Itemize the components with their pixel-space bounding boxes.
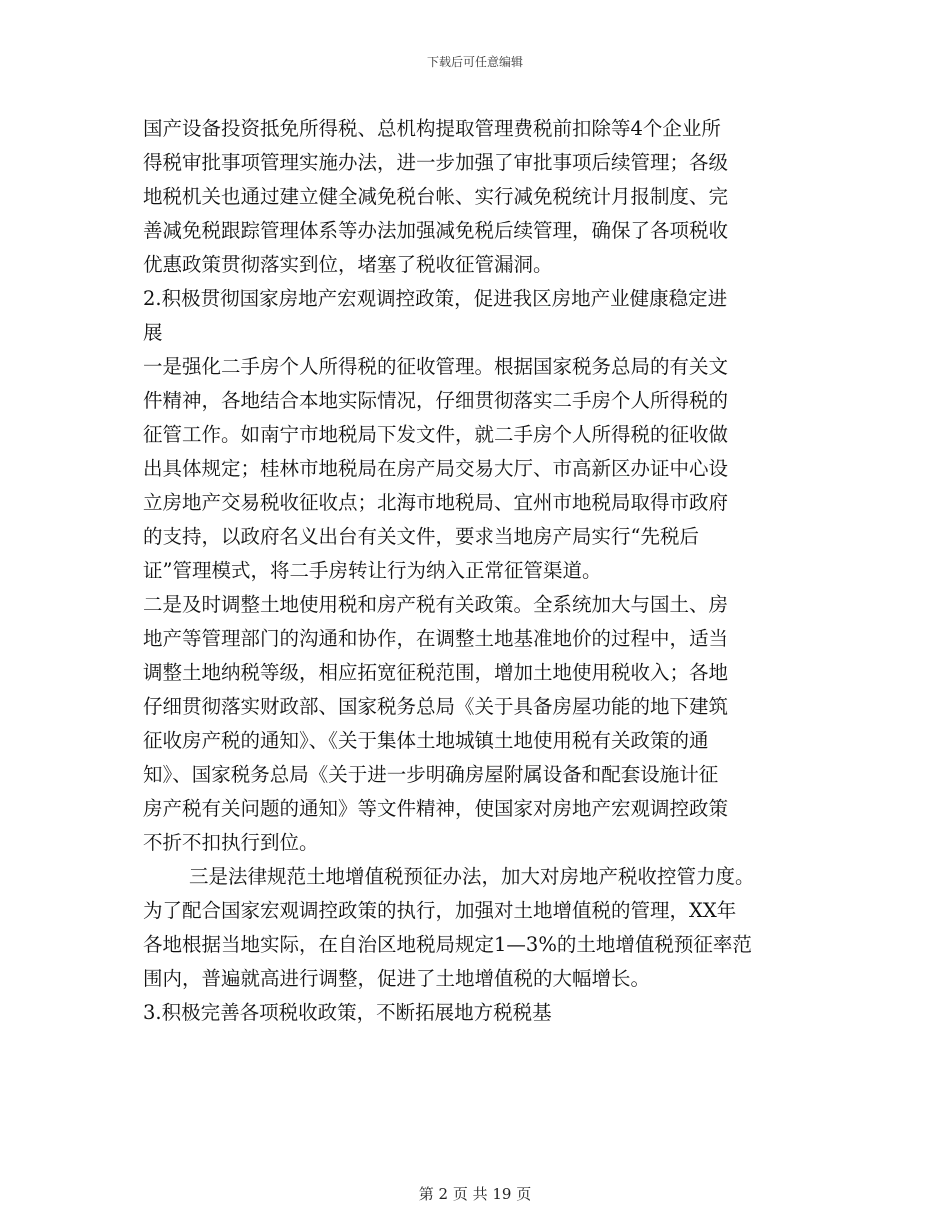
- section-heading: 3.积极完善各项税收政策，不断拓展地方税税基: [143, 1001, 552, 1024]
- text-line: 围内，普遍就高进行调整，促进了土地增值税的大幅增长。: [143, 967, 651, 990]
- text-line: 国产设备投资抵免所得税、总机构提取管理费税前扣除等4个企业所: [143, 117, 721, 140]
- text-line: 出具体规定；桂林市地税局在房产局交易大厅、市高新区办证中心设: [143, 457, 729, 480]
- text-line: 调整土地纳税等级，相应拓宽征税范围，增加土地使用税收入；各地: [143, 661, 729, 684]
- text-line: 三是法律规范土地增值税预征办法，加大对房地产税收控管力度。: [189, 865, 755, 888]
- text-line: 房产税有关问题的通知》等文件精神，使国家对房地产宏观调控政策: [143, 797, 729, 820]
- text-line: 证”管理模式，将二手房转让行为纳入正常征管渠道。: [143, 559, 602, 582]
- text-line: 征收房产税的通知》、《关于集体土地城镇土地使用税有关政策的通: [143, 729, 709, 752]
- text-line: 的支持，以政府名义出台有关文件，要求当地房产局实行“先税后: [143, 525, 699, 548]
- text-line: 得税审批事项管理实施办法，进一步加强了审批事项后续管理；各级: [143, 151, 729, 174]
- text-line: 征管工作。如南宁市地税局下发文件，就二手房个人所得税的征收做: [143, 423, 729, 446]
- text-line: 仔细贯彻落实财政部、国家税务总局《关于具备房屋功能的地下建筑: [143, 695, 729, 718]
- text-line: 立房地产交易税收征收点；北海市地税局、宜州市地税局取得市政府: [143, 491, 729, 514]
- text-line: 一是强化二手房个人所得税的征收管理。根据国家税务总局的有关文: [143, 355, 729, 378]
- text-line: 优惠政策贯彻落实到位，堵塞了税收征管漏洞。: [143, 253, 553, 276]
- text-line: 地税机关也通过建立健全减免税台帐、实行减免税统计月报制度、完: [143, 185, 729, 208]
- text-line: 知》、国家税务总局《关于进一步明确房屋附属设备和配套设施计征: [143, 763, 719, 786]
- text-line: 不折不扣执行到位。: [143, 831, 319, 854]
- document-body: [143, 112, 808, 1030]
- text-line: 件精神，各地结合本地实际情况，仔细贯彻落实二手房个人所得税的: [143, 389, 729, 412]
- text-line: 为了配合国家宏观调控政策的执行，加强对土地增值税的管理，XX年: [143, 899, 737, 922]
- text-line: 二是及时调整土地使用税和房产税有关政策。全系统加大与国土、房: [143, 593, 729, 616]
- page-footer: 第 2 页 共 19 页: [418, 1185, 532, 1203]
- page-header: 下载后可任意编辑: [426, 55, 523, 69]
- text-line: 各地根据当地实际，在自治区地税局规定1—3%的土地增值税预征率范: [143, 933, 752, 956]
- text-line: 善减免税跟踪管理体系等办法加强减免税后续管理，确保了各项税收: [143, 219, 729, 242]
- section-heading: 展: [143, 321, 163, 344]
- section-heading: 2.积极贯彻国家房地产宏观调控政策，促进我区房地产业健康稳定进: [143, 287, 728, 310]
- text-line: 地产等管理部门的沟通和协作，在调整土地基准地价的过程中，适当: [143, 627, 729, 650]
